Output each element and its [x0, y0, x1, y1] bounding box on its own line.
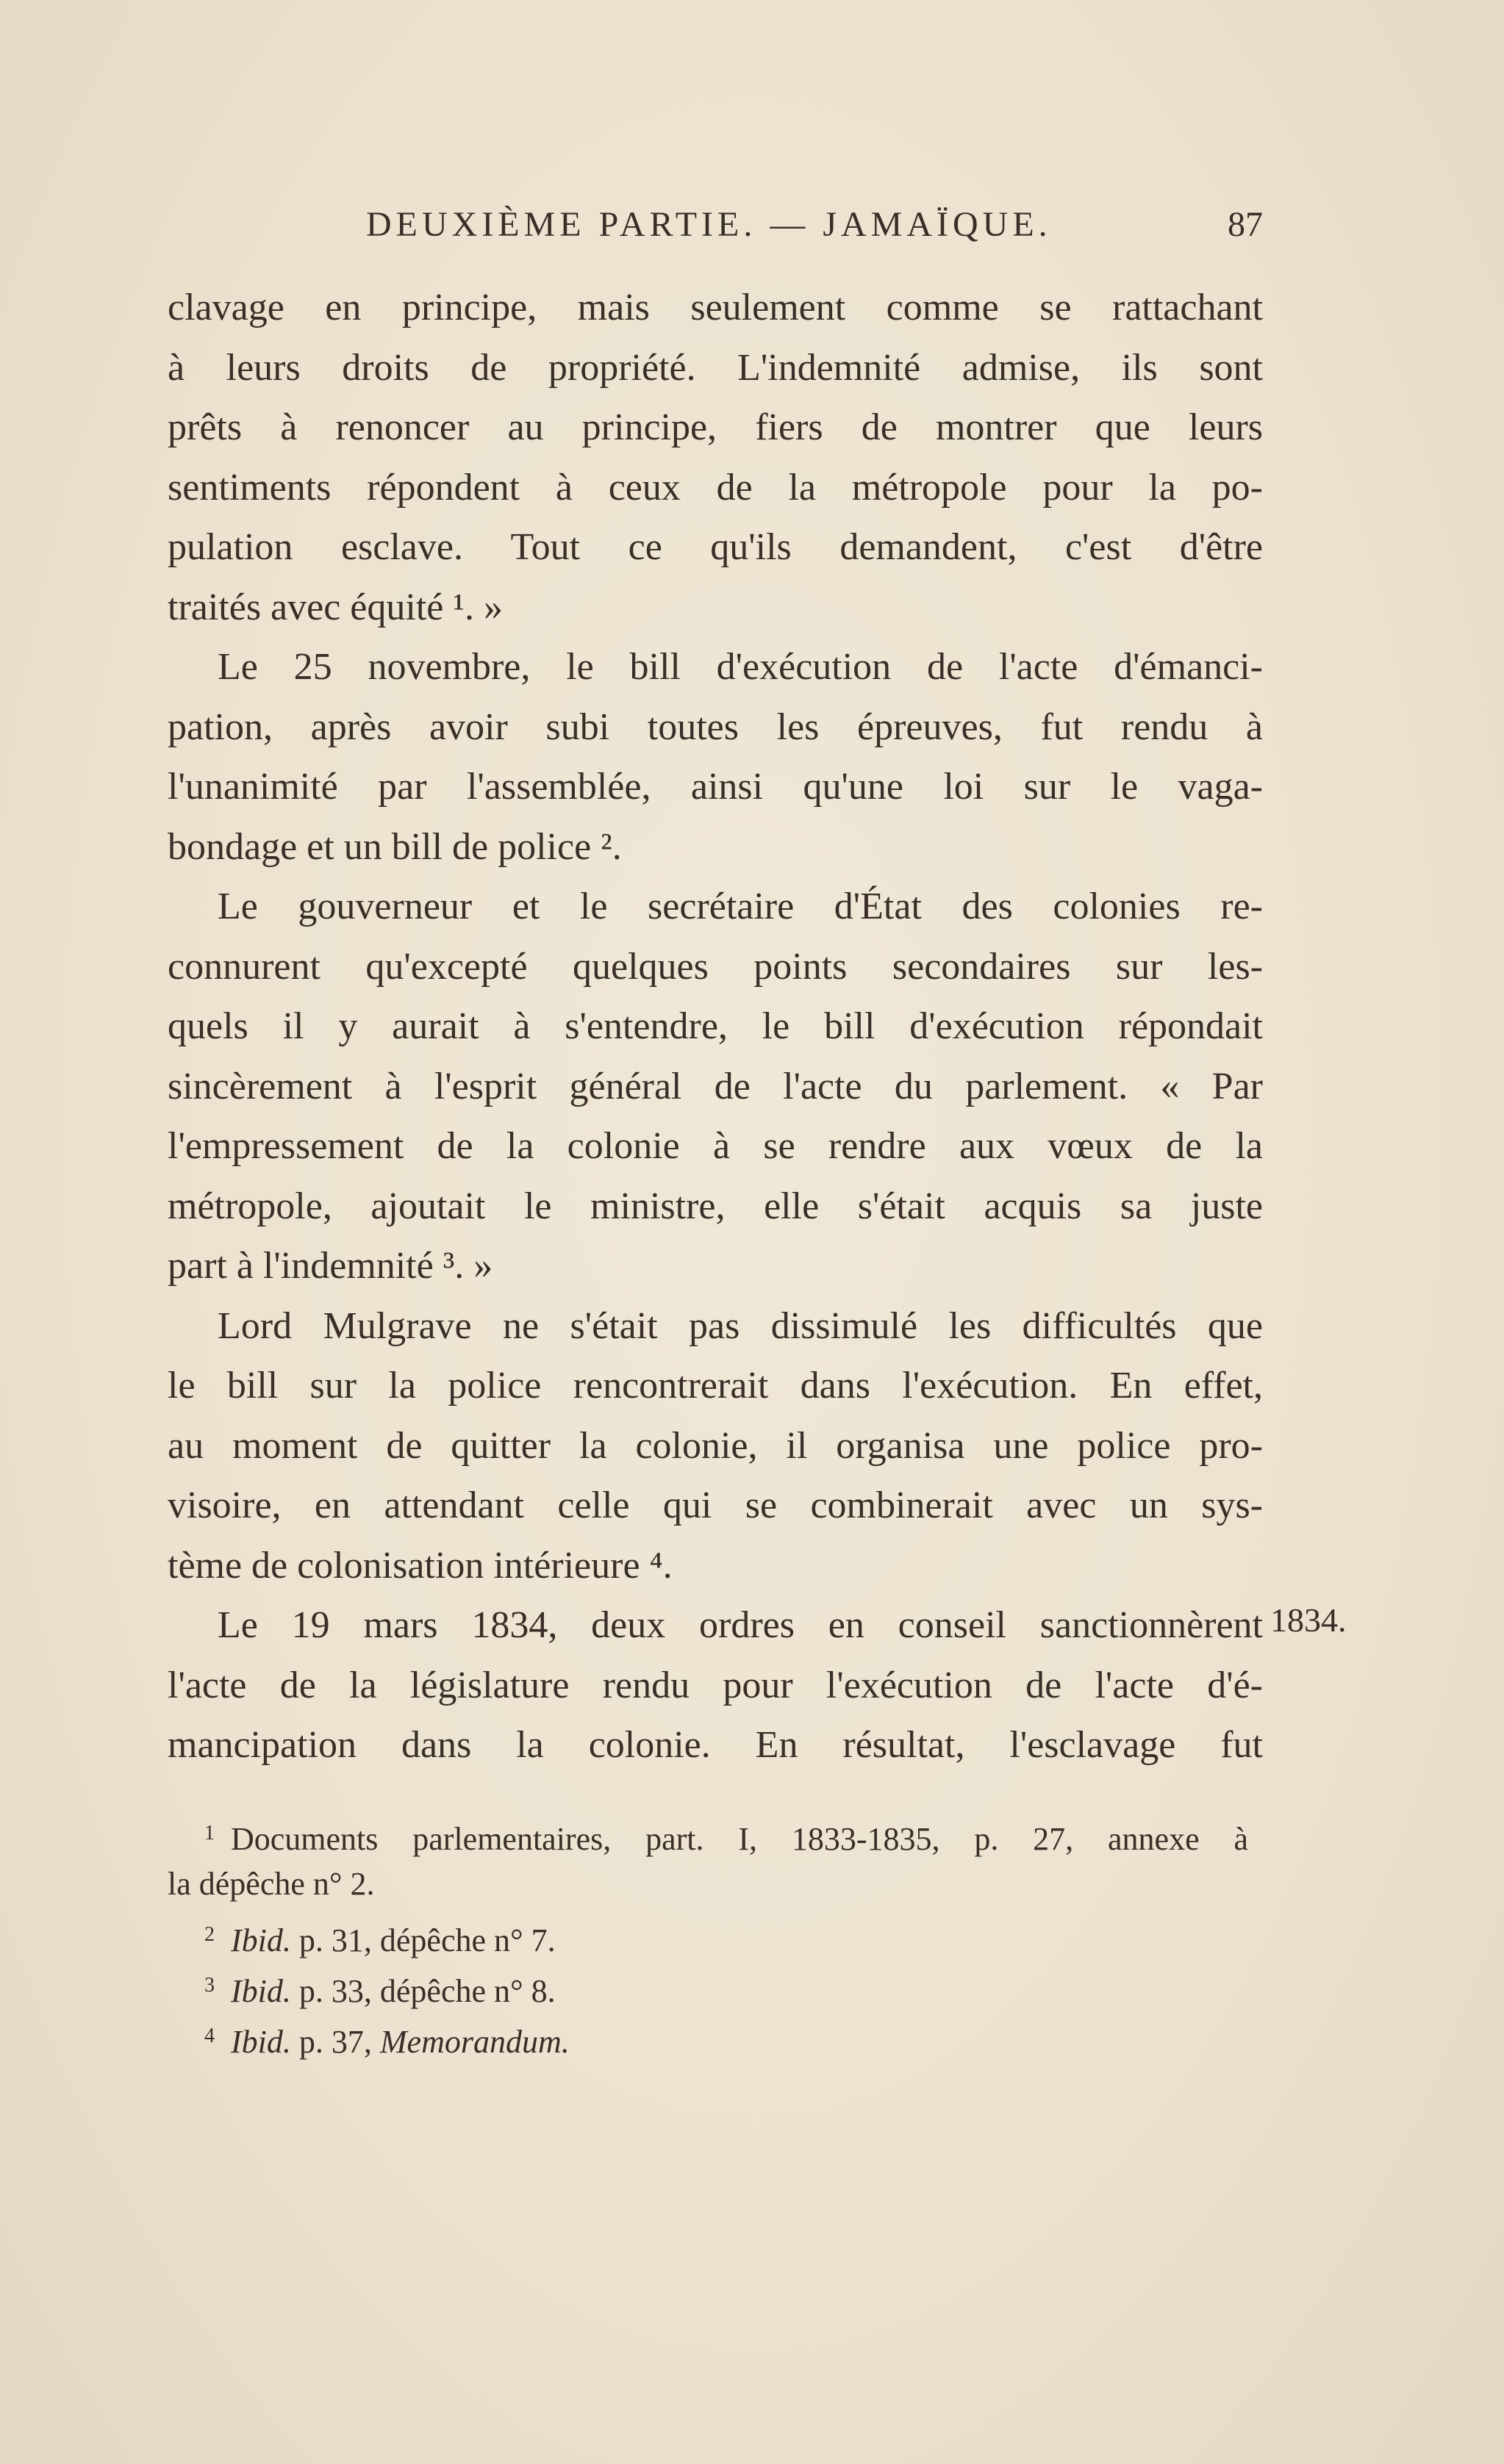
text-line: l'acte de la législature rendu pour l'exécution de l'acte d'é-	[168, 1664, 1263, 1706]
text-line: clavage en principe, mais seulement comme se rattachant	[168, 287, 1263, 328]
text-line: à leurs droits de propriété. L'indemnité admise, ils sont	[168, 346, 1263, 389]
footnote-text: p. 33, dépêche n° 8.	[290, 1973, 556, 2009]
footnote-text: Documents parlementaires, part. I, 1833-1835, p. 27, annexe à	[231, 1821, 1248, 1857]
footnote-marker: 1	[204, 1822, 215, 1845]
text-line: visoire, en attendant celle qui se combinerait avec un sys-	[168, 1484, 1263, 1526]
text-line: au moment de quitter la colonie, il organisa une police pro-	[168, 1424, 1263, 1467]
footnote-marker: 4	[204, 2025, 215, 2047]
footnote-ibid: Ibid.	[231, 1973, 291, 2009]
footnote-text: p. 31, dépêche n° 7.	[290, 1922, 556, 1958]
text-line: prêts à renoncer au principe, fiers de montrer que leurs	[168, 406, 1263, 448]
paragraph-start-line: Le gouverneur et le secrétaire d'État des colonies re-	[218, 886, 1263, 927]
footnote-4	[168, 2011, 1248, 2061]
text-line: quels il y aurait à s'entendre, le bill d'exécution répondait	[168, 1005, 1263, 1047]
text-line: traités avec équité ¹. »	[168, 586, 503, 628]
footnote-marker: 3	[204, 1974, 215, 1997]
text-line: part à l'indemnité ³. »	[168, 1245, 493, 1287]
text-line: bondage et un bill de police ².	[168, 825, 622, 868]
footnote-ibid: Ibid.	[231, 1922, 291, 1958]
footnote-3	[168, 1960, 1248, 2011]
body-text	[168, 278, 1263, 1775]
text-line: sentiments répondent à ceux de la métropole pour la po-	[168, 466, 1263, 509]
text-line: mancipation dans la colonie. En résultat, l'esclavage fut	[168, 1724, 1263, 1766]
footnote-1-continuation: la dépêche n° 2.	[168, 1866, 375, 1902]
text-line: l'empressement de la colonie à se rendre aux vœux de la	[168, 1125, 1263, 1167]
footnote-memorandum: Memorandum.	[379, 2024, 570, 2060]
footnote-1	[168, 1808, 1248, 1858]
text-line: pulation esclave. Tout ce qu'ils demandent, c'est d'être	[168, 526, 1263, 568]
text-line: tème de colonisation intérieure ⁴.	[168, 1544, 673, 1587]
text-line: l'unanimité par l'assemblée, ainsi qu'une loi sur le vaga-	[168, 766, 1263, 808]
page-number: 87	[1228, 205, 1263, 244]
text-line: le bill sur la police rencontrerait dans l'exécution. En effet,	[168, 1365, 1263, 1407]
margin-year-note: 1834.	[1270, 1601, 1347, 1639]
text-line: pation, après avoir subi toutes les épreuves, fut rendu à	[168, 705, 1263, 748]
text-line: métropole, ajoutait le ministre, elle s'était acquis sa juste	[168, 1185, 1263, 1227]
footnotes	[168, 1808, 1248, 2061]
text-line: sincèrement à l'esprit général de l'acte du parlement. « Par	[168, 1065, 1263, 1107]
footnote-2	[168, 1909, 1248, 1960]
footnote-ibid: Ibid.	[231, 2024, 291, 2060]
running-head: DEUXIÈME PARTIE. — JAMAÏQUE.	[366, 205, 1052, 244]
text-line: connurent qu'excepté quelques points secondaires sur les-	[168, 945, 1263, 988]
page-header	[168, 204, 1263, 256]
paragraph-start-line: Lord Mulgrave ne s'était pas dissimulé les difficultés que	[218, 1304, 1263, 1347]
paragraph-start-line: Le 25 novembre, le bill d'exécution de l'acte d'émanci-	[218, 646, 1263, 688]
paragraph-start-line: Le 19 mars 1834, deux ordres en conseil sanctionnèrent	[218, 1604, 1263, 1646]
footnote-marker: 2	[204, 1923, 215, 1946]
footnote-text: p. 37,	[290, 2024, 380, 2060]
